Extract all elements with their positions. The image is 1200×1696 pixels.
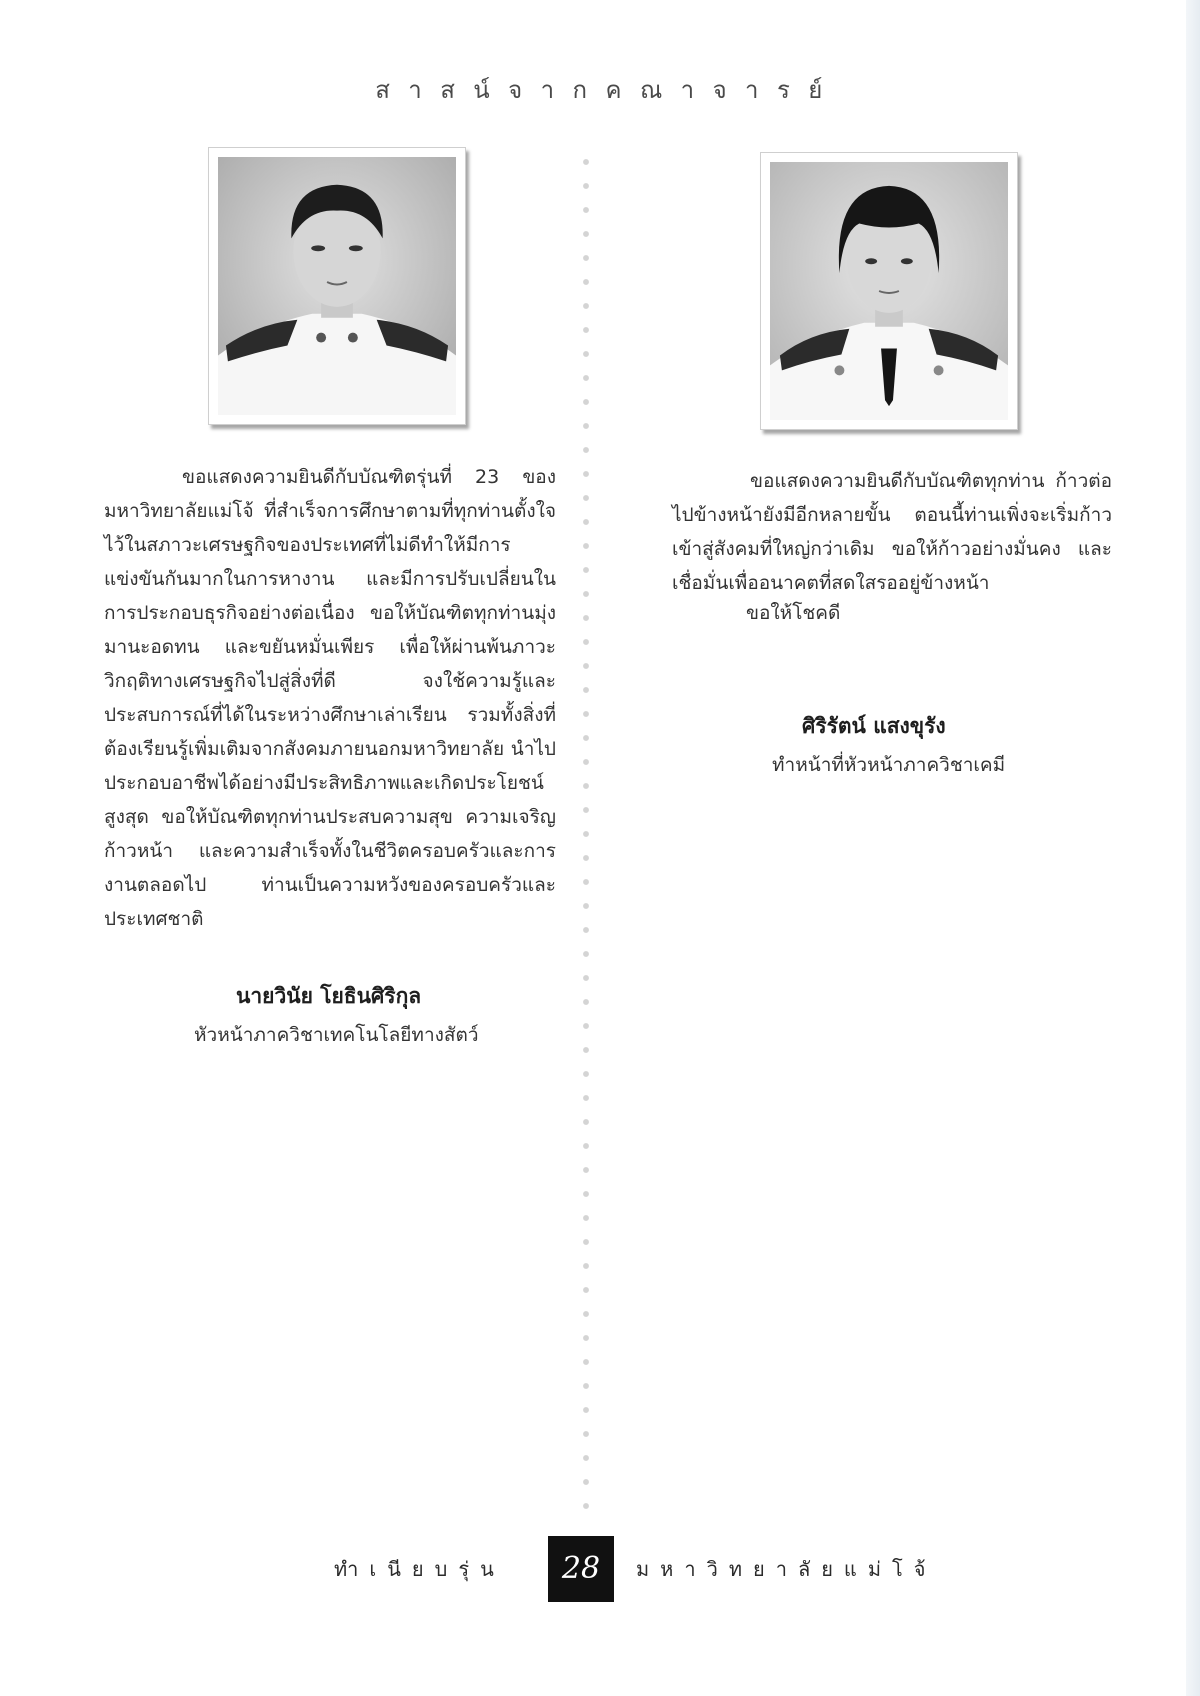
portrait-image [218, 157, 456, 415]
page-number: 28 [548, 1536, 614, 1602]
portrait-photo-female [760, 152, 1018, 430]
right-signatory-title: ทำหน้าที่หัวหน้าภาควิชาเคมี [772, 754, 1006, 776]
left-message-text: ขอแสดงความยินดีกับบัณฑิตรุ่นที่ 23 ของมหาวิทยาลัยแม่โจ้ ที่สำเร็จการศึกษาตามที่ทุกท่านตั้งใจไว้ในสภาวะเศรษฐกิจของประเทศที่ไม่ดีทำให้มีการแข่งขันกันมากในการหางาน และมีการปรับเปลี่ยนในการประกอบธุรกิจอย่างต่อเนื่อง ขอให้บัณฑิตทุกท่านมุ่งมานะอดทน และขยันหมั่นเพียร เพื่อให้ผ่านพ้นภาวะวิกฤติทางเศรษฐกิจไปสู่สิ่งที่ดี จงใช้ความรู้และประสบการณ์ที่ได้ในระหว่างศึกษาเล่าเรียน รวมทั้งสิ่งที่ต้องเรียนรู้เพิ่มเติมจากสังคมภายนอกมหาวิทยาลัย นำไปประกอบอาชีพได้อย่างมีประสิทธิภาพและเกิดประโยชน์สูงสุด ขอให้บัณฑิตทุกท่านประสบความสุข ความเจริญก้าวหน้า และความสำเร็จทั้งในชีวิตครอบครัวและการงานตลอดไป ท่านเป็นความหวังของครอบครัวและประเทศชาติ [104, 466, 556, 930]
footer-directory-label: ทำเนียบรุ่น [334, 1557, 505, 1581]
page-edge-shadow [1186, 0, 1200, 1696]
portrait-image [770, 162, 1008, 420]
portrait-photo-male [208, 147, 466, 425]
right-signatory-name: ศิริรัตน์ แสงขุรัง [802, 714, 946, 738]
right-wish: ขอให้โชคดี [746, 602, 841, 624]
left-message [104, 460, 556, 936]
left-signatory-title: หัวหน้าภาควิชาเทคโนโลยีทางสัตว์ [194, 1024, 479, 1046]
left-signatory-name: นายวินัย โยธินศิริกุล [236, 984, 422, 1008]
footer-university-label: มหาวิทยาลัยแม่โจ้ [636, 1557, 937, 1581]
right-message [672, 464, 1112, 600]
section-header: ส า ส น์ จ า ก ค ณ า จ า ร ย์ [375, 76, 825, 104]
dotted-column-divider [582, 150, 590, 1510]
right-message-text: ขอแสดงความยินดีกับบัณฑิตทุกท่าน ก้าวต่อไปข้างหน้ายังมีอีกหลายขั้น ตอนนี้ท่านเพิ่งจะเริ่มก้าวเข้าสู่สังคมที่ใหญ่กว่าเดิม ขอให้ก้าวอย่างมั่นคง และเชื่อมั่นเพื่ออนาคตที่สดใสรออยู่ข้างหน้า [672, 470, 1112, 594]
